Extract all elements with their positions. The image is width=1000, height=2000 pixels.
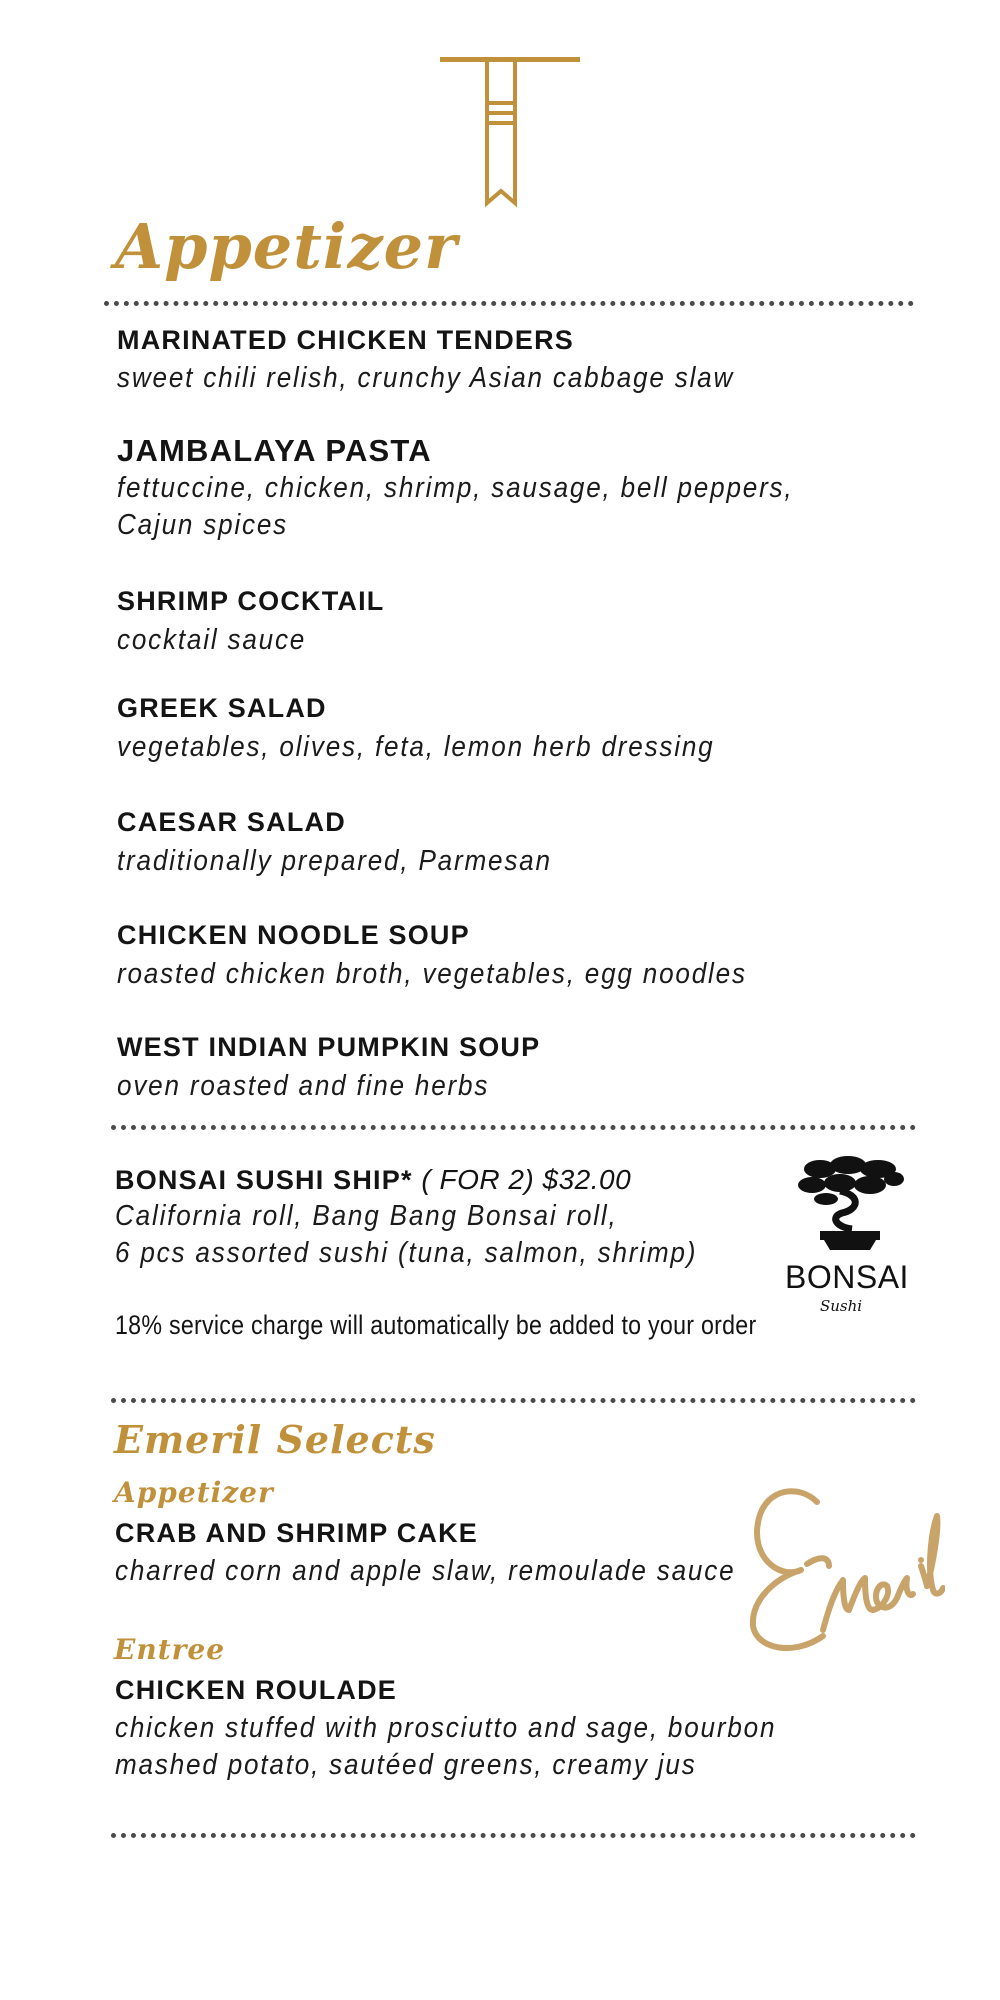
sushi-desc: California roll, Bang Bang Bonsai roll,	[115, 1200, 618, 1232]
ribbon-logo-icon	[437, 55, 583, 210]
item-name: CHICKEN NOODLE SOUP	[117, 920, 470, 950]
divider	[104, 301, 914, 306]
item-desc: chicken stuffed with prosciutto and sage, bourbon	[115, 1712, 777, 1744]
divider	[111, 1125, 916, 1130]
item-name: CHICKEN ROULADE	[115, 1675, 398, 1705]
item-name: CRAB AND SHRIMP CAKE	[115, 1518, 479, 1548]
sushi-name: BONSAI SUSHI SHIP*	[115, 1165, 413, 1195]
emeril-entree-label: Entree	[114, 1633, 226, 1666]
appetizer-title: Appetizer	[115, 210, 458, 283]
bonsai-logo-name: BONSAI	[785, 1259, 909, 1295]
service-charge-note: 18% service charge will automatically be added to your order	[115, 1310, 757, 1340]
item-desc: mashed potato, sautéed greens, creamy jus	[115, 1749, 697, 1781]
bonsai-tree-icon	[790, 1155, 910, 1255]
item-desc: sweet chili relish, crunchy Asian cabbage slaw	[117, 362, 735, 394]
item-desc: vegetables, olives, feta, lemon herb dressing	[117, 731, 715, 763]
emeril-signature-icon	[745, 1460, 945, 1660]
item-desc: oven roasted and fine herbs	[117, 1070, 490, 1102]
bonsai-logo-sub: Sushi	[820, 1297, 863, 1315]
item-desc: charred corn and apple slaw, remoulade sauce	[115, 1555, 736, 1587]
item-name: CAESAR SALAD	[117, 807, 346, 837]
item-desc: cocktail sauce	[117, 624, 307, 656]
item-desc: Cajun spices	[117, 509, 289, 541]
item-name: WEST INDIAN PUMPKIN SOUP	[117, 1032, 541, 1062]
divider	[111, 1833, 916, 1838]
bonsai-logo	[780, 1155, 930, 1315]
divider	[111, 1398, 916, 1403]
emeril-appetizer-label: Appetizer	[114, 1476, 274, 1509]
item-name: SHRIMP COCKTAIL	[117, 586, 385, 616]
item-desc: fettuccine, chicken, shrimp, sausage, bell peppers,	[117, 472, 794, 504]
sushi-heading	[115, 1164, 631, 1196]
item-name: JAMBALAYA PASTA	[117, 433, 432, 468]
sushi-desc: 6 pcs assorted sushi (tuna, salmon, shrimp)	[115, 1237, 698, 1269]
sushi-price: ( FOR 2) $32.00	[421, 1164, 632, 1195]
item-name: GREEK SALAD	[117, 693, 327, 723]
item-desc: roasted chicken broth, vegetables, egg noodles	[117, 958, 747, 990]
item-desc: traditionally prepared, Parmesan	[117, 845, 552, 877]
emeril-selects-title: Emeril Selects	[114, 1417, 436, 1462]
item-name: MARINATED CHICKEN TENDERS	[117, 325, 575, 355]
